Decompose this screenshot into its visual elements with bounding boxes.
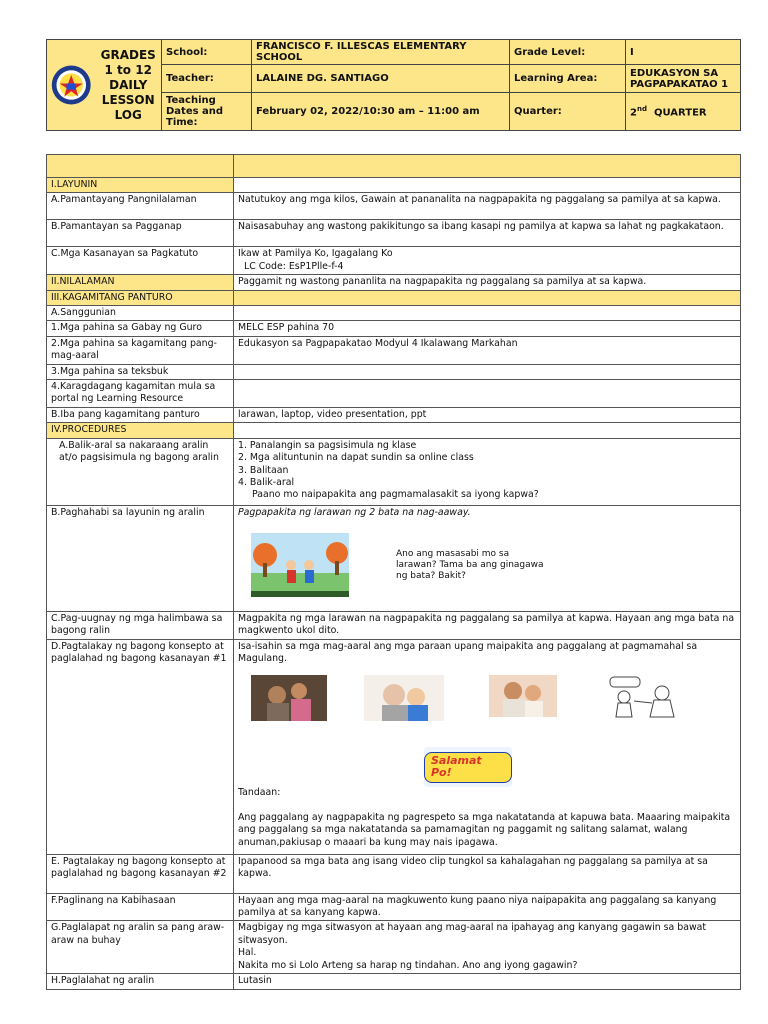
row-paghahabi: B.Paghahabi sa layunin ng aralin Pagpapakita ng larawan ng 2 bata na nag-aaway. Ano ang masasabi mo sa larawan? Tama ba ang ginagawa ng bata? Bakit?: [47, 505, 741, 611]
quarter-label: Quarter:: [510, 93, 626, 131]
learning-area-label: Learning Area:: [510, 65, 626, 93]
section-nilalaman: II.NILALAMAN Paggamit ng wastong pananlita na nagpapakita ng paggalang sa pamilya at sa kapwa.: [47, 275, 741, 290]
list-item: 4. Balik-aral: [238, 476, 295, 488]
row-karagdagang-kagamitan: 4.Karagdagang kagamitan mula sa portal ng Learning Resource: [47, 380, 741, 408]
row-pagtalakay-2: E. Pagtalakay ng bagong konsepto at paglalahad ng bagong kasanayan #2 Ipapanood sa mga bata ang isang video clip tungkol sa kahalagahan ng paggalang sa pamilya at sa kapwa.: [47, 854, 741, 893]
dates-value: February 02, 2022/10:30 am – 11:00 am: [252, 93, 510, 131]
row-pamantayan-pagganap: B.Pamantayan sa Pagganap Naisasabuhay ang wastong pakikitungo sa ibang kasapi ng pamilya at kapwa sa lahat ng pagkakataon.: [47, 220, 741, 247]
paghahabi-question: Ano ang masasabi mo sa larawan? Tama ba ang ginagawa ng bata? Bakit?: [396, 549, 544, 582]
school-label: School:: [162, 40, 252, 65]
row-paglinang: F.Paglinang na Kabihasaan Hayaan ang mga mag-aaral na magkuwento kung paano niya naipapakita ang paggalang sa kanyang pamilya at sa kanyang kapwa.: [47, 893, 741, 921]
section-layunin: [47, 178, 741, 193]
row-sanggunian: A.Sanggunian: [47, 306, 741, 321]
header-table: [46, 39, 741, 131]
lesson-log-title: GRADES 1 to 12 DAILY LESSON LOG: [100, 47, 156, 122]
row-kasanayan: C.Mga Kasanayan sa Pagkatuto Ikaw at Pamilya Ko, Igagalang Ko LC Code: EsP1Plle-f-4: [47, 247, 741, 275]
teacher-label: Teacher:: [162, 65, 252, 93]
list-item: 1. Panalangin sa pagsisimula ng klase: [238, 439, 417, 451]
tandaan-label: Tandaan:: [238, 787, 281, 799]
teacher-value: LALAINE DG. SANTIAGO: [252, 65, 510, 93]
children-fighting-image: [251, 533, 349, 597]
blank-header-row: [47, 155, 741, 178]
salamat-po-image: Salamat Po!: [424, 747, 512, 787]
row-balik-aral: A.Balik-aral sa nakaraang aralin at/o pagsisimula ng bagong aralin 1. Panalangin sa pagsisimula ng klase 2. Mga alituntunin na dapat sundin sa online class 3. Balitaan 4. Balik-aral Paano mo naipapakita ang pagmamalasakit sa iyong kapwa?: [47, 438, 741, 505]
row-kagamitang-mag-aaral: 2.Mga pahina sa kagamitang pang-mag-aaral Edukasyon sa Pagpapakatao Modyul 4 Ikalawang Markahan: [47, 336, 741, 364]
row-gabay-guro: 1.Mga pahina sa Gabay ng Guro MELC ESP pahina 70: [47, 321, 741, 336]
grandparent-kiss-image: [364, 675, 444, 721]
logo-title-cell: [47, 40, 162, 131]
cartoon-greeting-image: [604, 675, 688, 719]
grade-level-value: I: [626, 40, 741, 65]
list-item: 2. Mga alituntunin na dapat sundin sa online class: [238, 452, 474, 464]
list-item: 3. Balitaan: [238, 464, 289, 476]
tandaan-text: Ang paggalang ay nagpapakita ng pagrespeto sa mga nakatatanda at kapuwa bata. Maaaring maipakita ang paggalang sa mga nakatatanda sa pamamagitan ng paggamit ng salitang salamat, walang anuman,pakiusap o maaari ba kung may nais ipagawa.: [238, 811, 731, 848]
grade-level-label: Grade Level:: [510, 40, 626, 65]
section-kagamitan: III.KAGAMITANG PANTURO: [47, 290, 741, 305]
deped-seal-icon: [51, 59, 91, 111]
layunin-label: I.LAYUNIN: [47, 178, 234, 193]
section-procedures: IV.PROCEDURES: [47, 423, 741, 438]
lesson-table: [46, 154, 741, 990]
quarter-value: 2nd QUARTER: [626, 93, 741, 131]
mother-child-hug-image: [489, 675, 557, 717]
row-paglalapat: G.Paglalapat ng aralin sa pang araw-araw na buhay Magbigay ng mga sitwasyon at hayaan ang mag-aaral na ipahayag ang kanyang gagawin sa bawat sitwasyon. Hal. Nakita mo si Lolo Arteng sa harap ng tindahan. Ano ang iyong gagawin?: [47, 921, 741, 974]
learning-area-value: EDUKASYON SA PAGPAPAKATAO 1: [626, 65, 741, 93]
row-paglalahat: H.Paglalahat ng aralin Lutasin: [47, 974, 741, 989]
row-pagtalakay-1: D.Pagtalakay ng bagong konsepto at paglalahad ng bagong kasanayan #1 Isa-isahin sa mga mag-aaral ang mga paraan upang maipakita ang paggalang at pagmamahal sa Magulang. Salamat Po! Tandaan: Ang paggalang ay nagpapakita ng pagrespeto sa mga nakatatanda at kapuwa bata. Maaaring maipakita ang paggalang sa mga nakatatanda sa pamamagitan ng paggamit ng salitang salamat, walang anuman,pakiusap o maaari ba kung may nais ipagawa.: [47, 639, 741, 854]
row-pamantayang-pangnilalaman: A.Pamantayang Pangnilalaman Natutukoy ang mga kilos, Gawain at pananalita na nagpapakita ng paggalang sa pamilya at sa kapwa.: [47, 193, 741, 220]
row-teksbuk: 3.Mga pahina sa teksbuk: [47, 364, 741, 379]
school-value: FRANCISCO F. ILLESCAS ELEMENTARY SCHOOL: [252, 40, 510, 65]
row-pag-uugnay: C.Pag-uugnay ng mga halimbawa sa bagong ralin Magpakita ng mga larawan na nagpapakita ng paggalang sa pamilya at kapwa. Hayaan ang mga bata na magkwento ukol dito.: [47, 611, 741, 639]
dates-label: Teaching Dates and Time:: [162, 93, 252, 131]
grandmother-hug-image: [251, 675, 327, 721]
row-iba-pang-kagamitan: B.Iba pang kagamitang panturo larawan, laptop, video presentation, ppt: [47, 407, 741, 422]
